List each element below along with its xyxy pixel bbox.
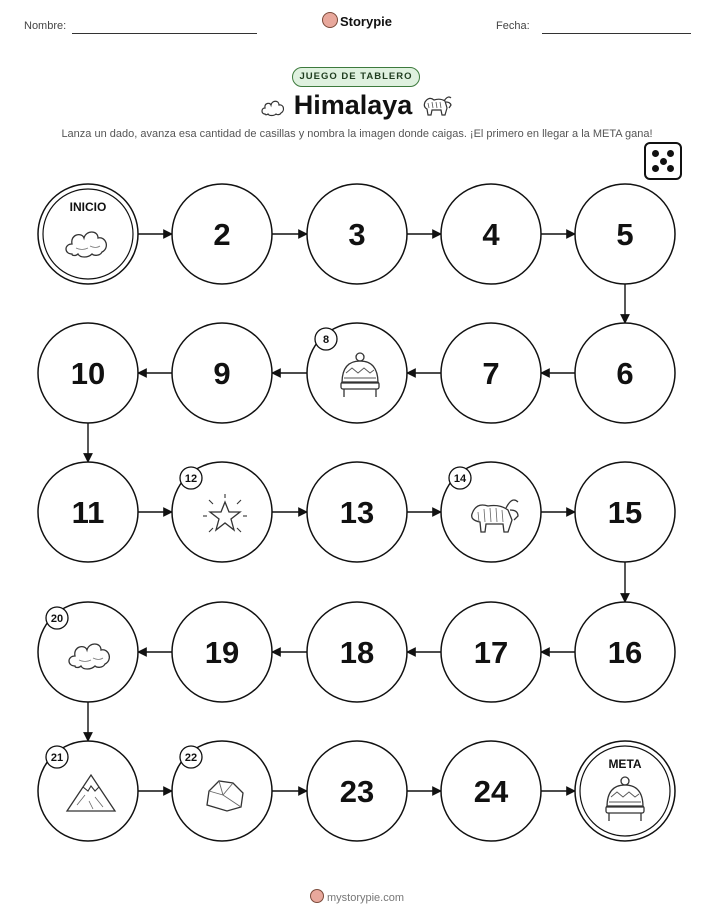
- instructions: Lanza un dado, avanza esa cantidad de casillas y nombra la imagen donde caigas. ¡El primero en llegar a la META gana!: [61, 128, 653, 140]
- board-space-1: [38, 184, 138, 284]
- board-space-3: [307, 184, 407, 284]
- board-space-19: [172, 602, 272, 702]
- board-space-11: [38, 462, 138, 562]
- space-number: 4: [482, 217, 500, 252]
- board-space-7: [441, 323, 541, 423]
- space-number: 10: [70, 356, 106, 391]
- title-text: Himalaya: [293, 90, 413, 120]
- space-number: 9: [213, 356, 231, 391]
- space-number: 14: [453, 473, 467, 485]
- goal-label: META: [608, 757, 642, 771]
- board-space-21: [38, 741, 138, 841]
- space-number: 13: [339, 495, 375, 530]
- name-label: Nombre:: [24, 20, 67, 32]
- board-space-10: [38, 323, 138, 423]
- space-number: 23: [339, 774, 375, 809]
- space-number: 7: [482, 356, 500, 391]
- start-label: INICIO: [69, 200, 107, 214]
- date-label: Fecha:: [496, 20, 530, 32]
- board-space-9: [172, 323, 272, 423]
- board-space-20: [38, 602, 138, 702]
- board-space-17: [441, 602, 541, 702]
- space-number: 16: [607, 635, 643, 670]
- board-space-25: [575, 741, 675, 841]
- board-space-6: [575, 323, 675, 423]
- game-type-badge: JUEGO DE TABLERO: [292, 67, 420, 87]
- space-number: 22: [184, 752, 198, 764]
- space-number: 24: [473, 774, 509, 809]
- space-number: 6: [616, 356, 634, 391]
- board-space-24: [441, 741, 541, 841]
- space-number: 19: [204, 635, 240, 670]
- brand-name: Storypie: [339, 14, 392, 29]
- space-number: 3: [348, 217, 366, 252]
- space-number: 20: [50, 613, 64, 625]
- board-space-12: [172, 462, 272, 562]
- board-space-18: [307, 602, 407, 702]
- space-circle: [38, 184, 138, 284]
- space-number: 15: [607, 495, 643, 530]
- space-number: 8: [322, 334, 330, 346]
- space-circle: [575, 741, 675, 841]
- board-space-22: [172, 741, 272, 841]
- board-space-15: [575, 462, 675, 562]
- footer: [0, 889, 714, 904]
- board-space-13: [307, 462, 407, 562]
- bear-icon: [310, 889, 324, 903]
- board-space-4: [441, 184, 541, 284]
- board-space-8: [307, 323, 407, 423]
- space-number: 11: [71, 495, 105, 530]
- space-number: 2: [213, 217, 231, 252]
- board-space-5: [575, 184, 675, 284]
- board-space-23: [307, 741, 407, 841]
- space-number: 18: [339, 635, 375, 670]
- footer-url: mystorypie.com: [326, 892, 405, 904]
- board-space-2: [172, 184, 272, 284]
- space-number: 12: [184, 473, 198, 485]
- board-space-16: [575, 602, 675, 702]
- space-number: 5: [616, 217, 634, 252]
- space-number: 21: [50, 752, 64, 764]
- space-number: 17: [473, 635, 509, 670]
- board-space-14: [441, 462, 541, 562]
